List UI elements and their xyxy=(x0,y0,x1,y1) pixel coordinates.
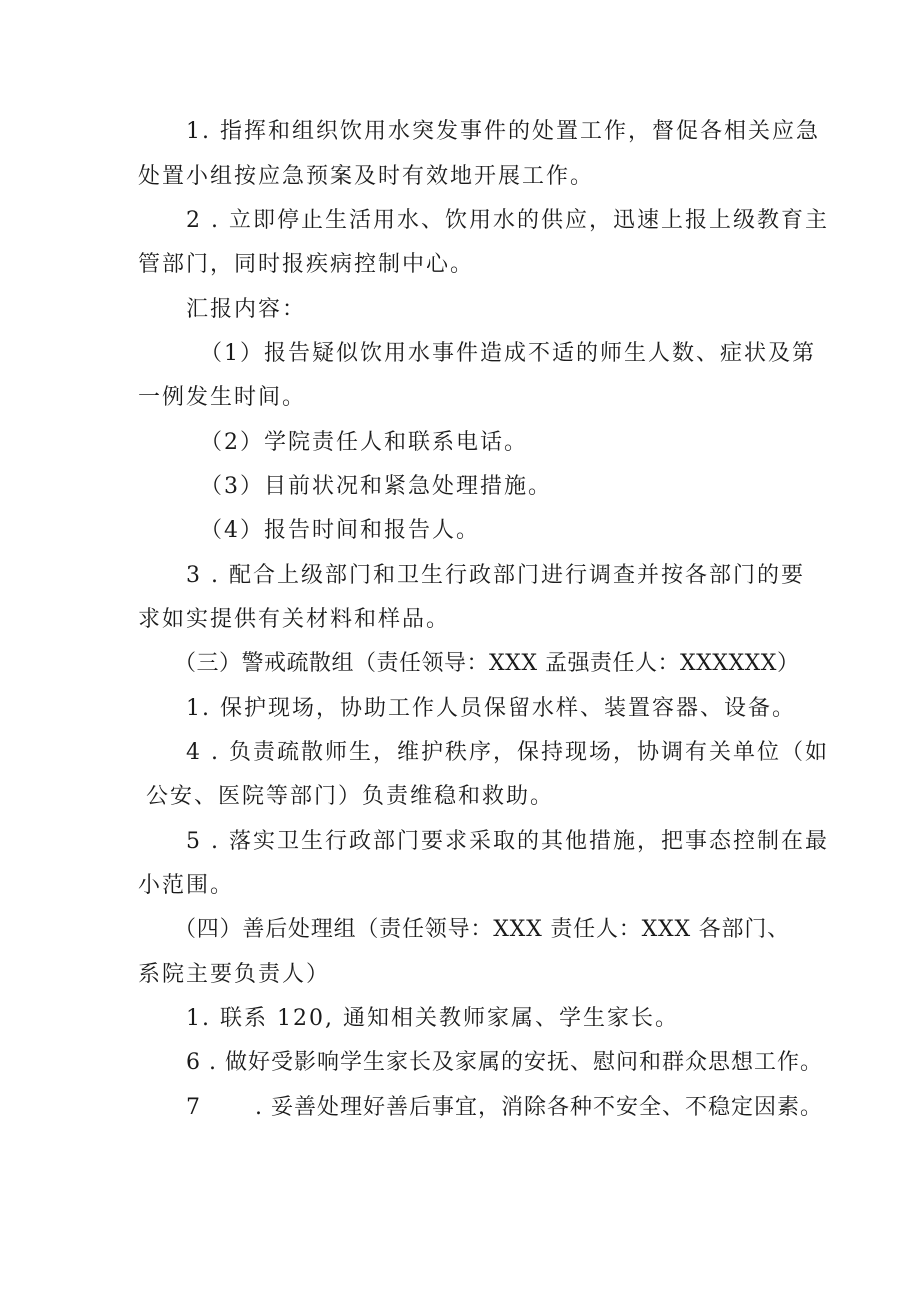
text-line: 管部门，同时报疾病控制中心。 xyxy=(138,252,475,277)
text-line: 2 . 立即停止生活用水、饮用水的供应，迅速上报上级教育主 xyxy=(186,208,829,233)
text-line: 系院主要负责人） xyxy=(138,962,331,987)
text-line: （2）学院责任人和联系电话。 xyxy=(200,430,528,455)
text-line: 5 . 落实卫生行政部门要求采取的其他措施，把事态控制在最 xyxy=(186,829,829,854)
text-line: 3 . 配合上级部门和卫生行政部门进行调查并按各部门的要 xyxy=(186,563,805,588)
section-heading: （四）善后处理组（责任领导：XXX 责任人：XXX 各部门、 xyxy=(174,917,790,942)
text-line: 小范围。 xyxy=(138,873,235,898)
text-line: 汇报内容： xyxy=(186,297,307,322)
text-line: 一例发生时间。 xyxy=(138,385,307,410)
text-line: 1. 指挥和组织饮用水突发事件的处置工作，督促各相关应急 xyxy=(186,119,820,144)
text-line: （4）报告时间和报告人。 xyxy=(200,518,480,543)
text-line: 4 . 负责疏散师生，维护秩序，保持现场，协调有关单位（如 xyxy=(186,740,829,765)
text-line: 1. 联系 120, 通知相关教师家属、学生家长。 xyxy=(186,1006,679,1031)
text-line: 公安、医院等部门）负责维稳和救助。 xyxy=(146,784,555,809)
text-line: 7 . 妥善处理好善后事宜，消除各种不安全、不稳定因素。 xyxy=(186,1095,823,1120)
text-line: （1）报告疑似饮用水事件造成不适的师生人数、症状及第 xyxy=(200,341,816,366)
text-line: 处置小组按应急预案及时有效地开展工作。 xyxy=(138,164,595,189)
section-heading: （三）警戒疏散组（责任领导：XXX 孟强责任人：XXXXXX） xyxy=(174,651,800,676)
text-line: （3）目前状况和紧急处理措施。 xyxy=(200,474,552,499)
text-line: 6 . 做好受影响学生家长及家属的安抚、慰问和群众思想工作。 xyxy=(186,1050,823,1075)
text-line: 1. 保护现场，协助工作人员保留水样、装置容器、设备。 xyxy=(186,696,796,721)
text-line: 求如实提供有关材料和样品。 xyxy=(138,607,451,632)
